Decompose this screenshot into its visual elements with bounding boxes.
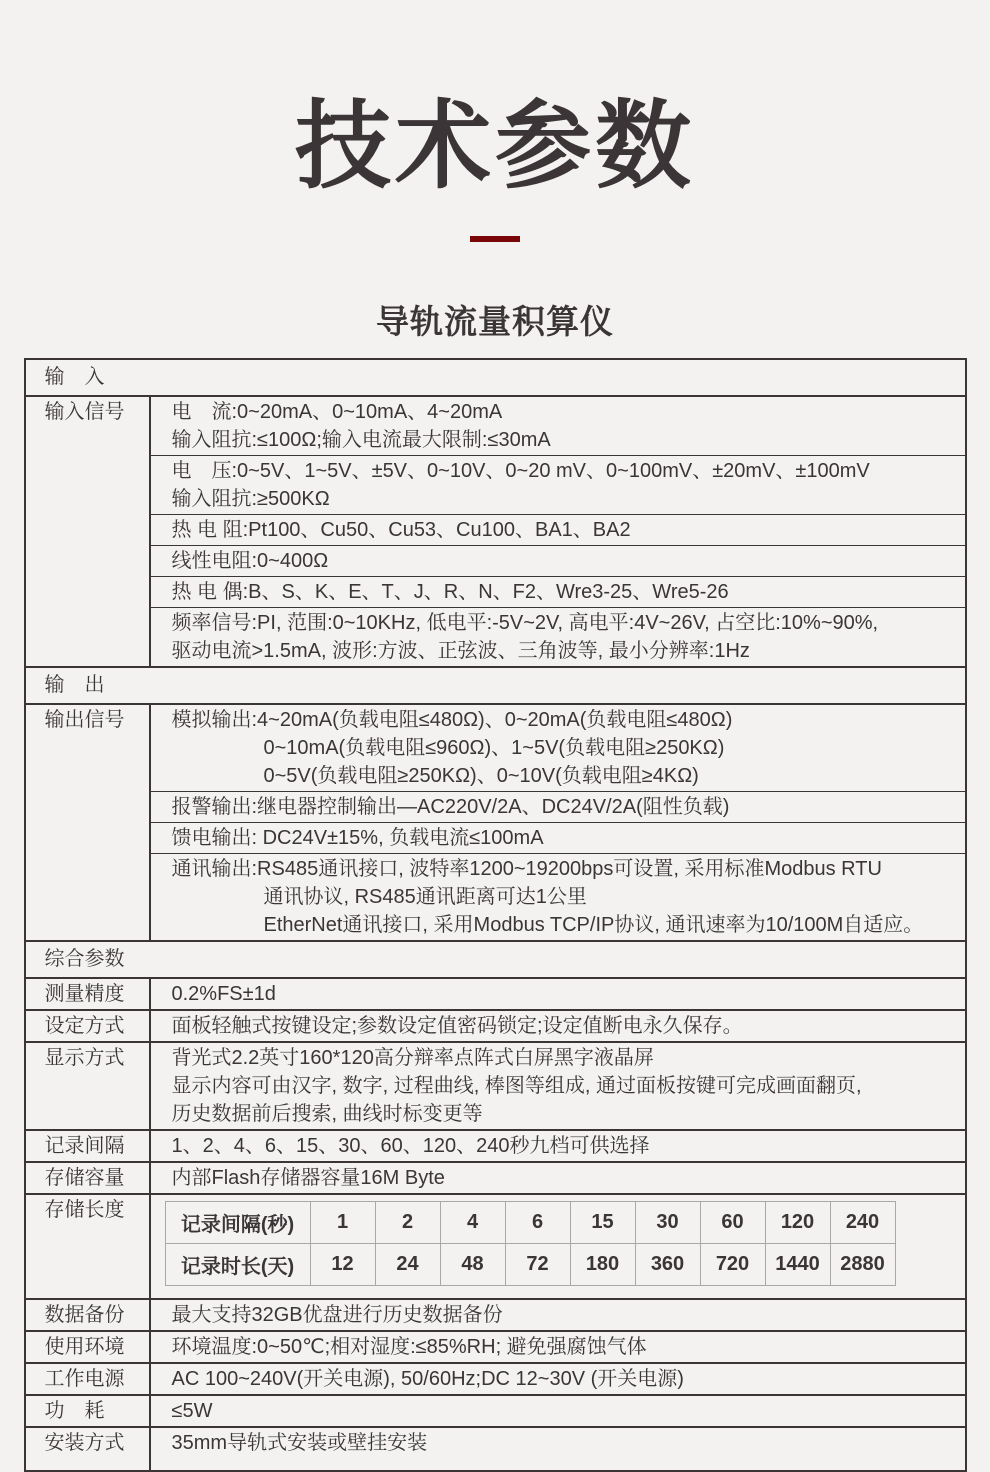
spec-subrow [151,853,965,940]
spec-line: 通讯协议, RS485通讯距离可达1公里 [263,886,587,908]
spec-line: 线性电阻:0~400Ω [171,550,329,572]
row-content [151,1396,965,1426]
row-content [151,1300,965,1330]
spec-subrow [151,576,965,607]
spec-line: 热 电 阻:Pt100、Cu50、Cu53、Cu100、BA1、BA2 [171,519,631,541]
storage-value-cell: 1440 [765,1244,830,1286]
storage-cell [151,1195,965,1298]
spec-line: 35mm导轨式安装或壁挂安装 [171,1432,428,1454]
row-content [151,705,965,940]
storage-value-cell: 360 [635,1244,700,1286]
spec-row [26,1129,965,1161]
storage-value-cell: 48 [440,1244,505,1286]
storage-value-cell: 72 [505,1244,570,1286]
storage-value-cell: 15 [570,1202,635,1244]
row-content [151,1131,965,1161]
section-row [26,666,965,703]
spec-subrow [151,607,965,666]
storage-value-cell: 720 [700,1244,765,1286]
row-content [151,397,965,666]
storage-value-cell: 2 [375,1202,440,1244]
row-label: 输入信号 [26,397,151,666]
spec-row [26,1193,965,1298]
spec-row [26,703,965,940]
spec-row [26,1426,965,1470]
spec-line: 热 电 偶:B、S、K、E、T、J、R、N、F2、Wre3-25、Wre5-26 [171,581,729,603]
spec-subrow [151,1011,965,1041]
storage-value-cell: 1 [310,1202,375,1244]
spec-line: 馈电输出: DC24V±15%, 负载电流≤100mA [171,827,544,849]
row-label: 存储长度 [26,1195,151,1298]
spec-subrow [151,822,965,853]
spec-row [26,977,965,1009]
storage-value-cell: 180 [570,1244,635,1286]
spec-subrow [151,397,965,455]
row-label: 输出信号 [26,705,151,940]
section-row [26,360,965,395]
spec-line: 显示内容可由汉字, 数字, 过程曲线, 棒图等组成, 通过面板按键可完成画面翻页, [171,1075,862,1097]
spec-row [26,1362,965,1394]
spec-table [24,358,967,1472]
spec-subrow [151,1131,965,1161]
storage-value-cell: 12 [310,1244,375,1286]
spec-row [26,395,965,666]
spec-line: 输入阻抗:≤100Ω;输入电流最大限制:≤30mA [171,429,551,451]
row-content [151,1332,965,1362]
spec-subrow [151,1163,965,1193]
storage-value-cell: 120 [765,1202,830,1244]
row-label: 存储容量 [26,1163,151,1193]
page-title: 技术参数 [295,93,695,200]
row-label: 功 耗 [26,1396,151,1426]
storage-table-row [165,1244,895,1286]
spec-subrow [151,455,965,514]
row-content [151,1043,965,1129]
row-label: 安装方式 [26,1428,151,1470]
spec-line: 模拟输出:4~20mA(负载电阻≤480Ω)、0~20mA(负载电阻≤480Ω) [171,709,733,731]
storage-value-cell: 30 [635,1202,700,1244]
spec-line: 电 流:0~20mA、0~10mA、4~20mA [171,401,503,423]
spec-row [26,1330,965,1362]
spec-subrow [151,1332,965,1362]
row-label: 数据备份 [26,1300,151,1330]
row-content [151,1195,965,1298]
row-label: 测量精度 [26,979,151,1009]
spec-subrow [151,791,965,822]
row-label: 工作电源 [26,1364,151,1394]
storage-table-row [165,1202,895,1244]
row-label: 显示方式 [26,1043,151,1129]
spec-line: 电 压:0~5V、1~5V、±5V、0~10V、0~20 mV、0~100mV、±20mV、±100mV [171,460,870,482]
spec-line: 0.2%FS±1d [171,983,276,1005]
section-label: 输 出 [44,674,105,696]
page-subtitle: 导轨流量积算仪 [376,303,614,340]
row-content [151,979,965,1009]
row-content [151,1163,965,1193]
spec-subrow [151,1396,965,1426]
title-divider [470,236,520,242]
spec-subrow [151,705,965,791]
spec-line: 报警输出:继电器控制输出—AC220V/2A、DC24V/2A(阻性负载) [171,796,730,818]
row-label: 使用环境 [26,1332,151,1362]
storage-header-cell: 记录时长(天) [165,1244,310,1286]
row-label: 记录间隔 [26,1131,151,1161]
spec-line: ≤5W [171,1400,213,1422]
spec-line: 背光式2.2英寸160*120高分辩率点阵式白屏黑字液晶屏 [171,1047,654,1069]
spec-line: 驱动电流>1.5mA, 波形:方波、正弦波、三角波等, 最小分辨率:1Hz [171,640,750,662]
storage-value-cell: 240 [830,1202,895,1244]
spec-line: 输入阻抗:≥500KΩ [171,488,330,510]
spec-line: 历史数据前后搜索, 曲线时标变更等 [171,1103,483,1125]
spec-subrow [151,979,965,1009]
spec-line: EtherNet通讯接口, 采用Modbus TCP/IP协议, 通讯速率为10/100M自适应。 [263,914,924,936]
spec-line: AC 100~240V(开关电源), 50/60Hz;DC 12~30V (开关电源) [171,1368,684,1390]
row-label: 设定方式 [26,1011,151,1041]
spec-row [26,1298,965,1330]
storage-table [165,1201,896,1286]
row-content [151,1364,965,1394]
spec-line: 1、2、4、6、15、30、60、120、240秒九档可供选择 [171,1135,650,1157]
spec-line: 环境温度:0~50℃;相对湿度:≤85%RH; 避免强腐蚀气体 [171,1336,647,1358]
spec-subrow [151,1300,965,1330]
storage-header-cell: 记录间隔(秒) [165,1202,310,1244]
section-row [26,940,965,977]
spec-subrow [151,545,965,576]
section-label: 输 入 [44,366,105,388]
spec-line: 通讯输出:RS485通讯接口, 波特率1200~19200bps可设置, 采用标准Modbus RTU [171,858,882,880]
spec-line: 面板轻触式按键设定;参数设定值密码锁定;设定值断电永久保存。 [171,1015,743,1037]
spec-line: 内部Flash存储器容量16M Byte [171,1167,445,1189]
spec-row [26,1009,965,1041]
spec-subrow [151,1364,965,1394]
spec-row [26,1041,965,1129]
storage-value-cell: 4 [440,1202,505,1244]
spec-subrow [151,1043,965,1129]
spec-line: 0~5V(负载电阻≥250KΩ)、0~10V(负载电阻≥4KΩ) [263,765,699,787]
spec-subrow [151,514,965,545]
storage-value-cell: 6 [505,1202,570,1244]
spec-row [26,1161,965,1193]
spec-line: 频率信号:PI, 范围:0~10KHz, 低电平:-5V~2V, 高电平:4V~26V, 占空比:10%~90%, [171,612,879,634]
spec-row [26,1394,965,1426]
storage-value-cell: 2880 [830,1244,895,1286]
storage-value-cell: 60 [700,1202,765,1244]
storage-value-cell: 24 [375,1244,440,1286]
section-label: 综合参数 [44,948,125,970]
spec-line: 0~10mA(负载电阻≤960Ω)、1~5V(负载电阻≥250KΩ) [263,737,725,759]
row-content [151,1011,965,1041]
spec-line: 最大支持32GB优盘进行历史数据备份 [171,1304,503,1326]
